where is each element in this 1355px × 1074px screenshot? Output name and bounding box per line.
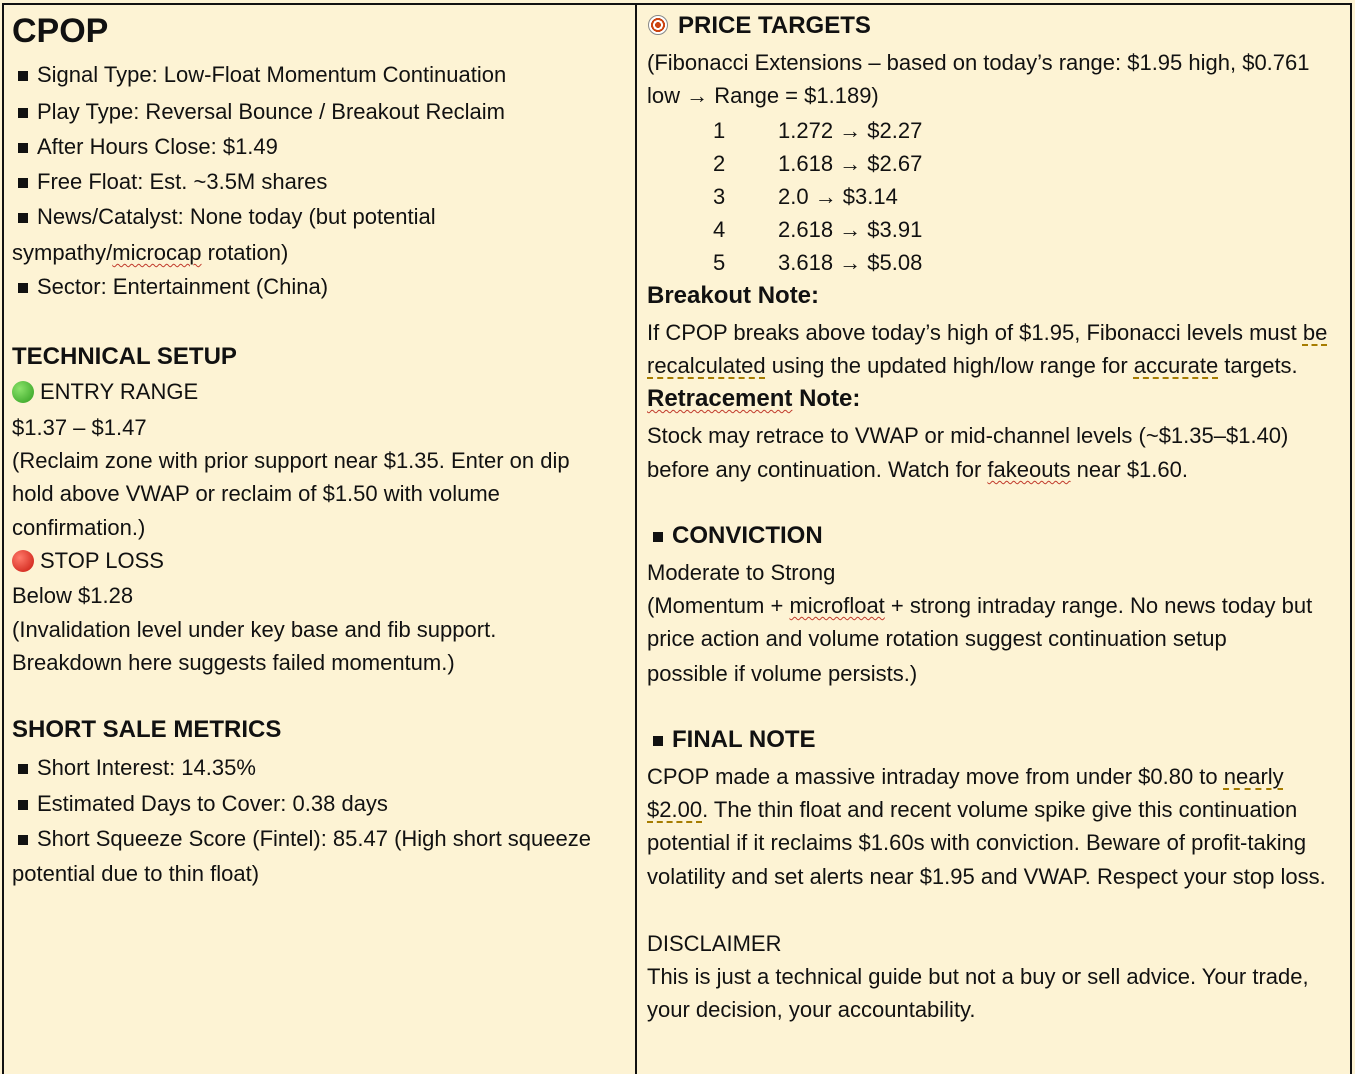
conviction-note-line: price action and volume rotation suggest continuation setup [647,626,1227,651]
bullet-square-icon [18,800,28,810]
bullet-square-icon [18,71,28,81]
entry-note-line: confirmation.) [12,515,146,540]
disclaimer-line: This is just a technical guide but not a buy or sell advice. Your trade, [647,964,1309,989]
bullet-square-icon [18,835,28,845]
red-circle-icon [12,550,34,572]
column-divider [635,3,637,1074]
bullet-square-icon [18,764,28,774]
bullet-sector: Sector: Entertainment (China) [18,276,328,298]
bullet-short-interest: Short Interest: 14.35% [18,757,256,779]
price-targets-heading: PRICE TARGETS [648,14,871,38]
conviction-note-line: (Momentum + microfloat + strong intraday range. No news today but [647,593,1313,618]
bullet-square-icon [18,108,28,118]
retracement-note-line: Stock may retrace to VWAP or mid-channel levels (~$1.35–$1.40) [647,423,1289,448]
bullet-after-hours: After Hours Close: $1.49 [18,136,278,158]
entry-note-line: (Reclaim zone with prior support near $1.35. Enter on dip [12,448,570,473]
stop-loss-value: Below $1.28 [12,583,134,608]
green-circle-icon [12,381,34,403]
entry-range-label: ENTRY RANGE [12,381,198,403]
bullet-play-type: Play Type: Reversal Bounce / Breakout Reclaim [18,101,505,123]
breakout-note-line: If CPOP breaks above today’s high of $1.95, Fibonacci levels must be [647,320,1328,345]
entry-note-line: hold above VWAP or reclaim of $1.50 with volume [12,481,500,506]
entry-range-value: $1.37 – $1.47 [12,415,147,440]
bullet-squeeze-score: Short Squeeze Score (Fintel): 85.47 (High short squeeze [18,828,591,850]
targets-intro-line: (Fibonacci Extensions – based on today’s range: $1.95 high, $0.761 [647,50,1310,75]
target-number: 2 [713,151,726,176]
retracement-note-line: before any continuation. Watch for fakeouts near $1.60. [647,457,1188,482]
disclaimer-heading: DISCLAIMER [647,931,782,956]
conviction-value: Moderate to Strong [647,560,836,585]
conviction-heading: CONVICTION [653,524,823,548]
bullet-free-float: Free Float: Est. ~3.5M shares [18,171,327,193]
target-number: 3 [713,184,726,209]
stop-note-line: (Invalidation level under key base and fib support. [12,617,497,642]
short-sale-heading: SHORT SALE METRICS [12,716,282,743]
retracement-note-heading: Retracement Note: [647,385,861,412]
news-continuation: sympathy/microcap rotation) [12,240,289,265]
bullet-days-to-cover: Estimated Days to Cover: 0.38 days [18,793,388,815]
bullet-square-icon [18,178,28,188]
bullet-square-icon [18,213,28,223]
target-value: 2.618 → $3.91 [778,217,923,242]
final-note-line: $2.00. The thin float and recent volume spike give this continuation [647,797,1298,822]
final-note-heading: FINAL NOTE [653,728,816,752]
stop-loss-label: STOP LOSS [12,550,164,572]
final-note-line: potential if it reclaims $1.60s with conviction. Beware of profit-taking [647,830,1307,855]
bullet-signal-type: Signal Type: Low-Float Momentum Continuation [18,64,506,86]
stop-note-line: Breakdown here suggests failed momentum.) [12,650,455,675]
final-note-line: CPOP made a massive intraday move from under $0.80 to nearly [647,764,1284,789]
bullet-square-icon [653,736,663,746]
squeeze-continuation: potential due to thin float) [12,861,260,886]
conviction-note-line: possible if volume persists.) [647,661,918,686]
ticker-title: CPOP [12,12,109,50]
targets-intro-line: low → Range = $1.189) [647,83,879,108]
technical-setup-heading: TECHNICAL SETUP [12,343,237,370]
bullet-news-catalyst: News/Catalyst: None today (but potential [18,206,436,228]
breakout-note-line: recalculated using the updated high/low range for accurate targets. [647,353,1298,378]
bullet-square-icon [18,283,28,293]
bullet-square-icon [653,532,663,542]
breakout-note-heading: Breakout Note: [647,282,820,309]
target-number: 5 [713,250,726,275]
bullet-square-icon [18,143,28,153]
target-value: 1.272 → $2.27 [778,118,923,143]
target-number: 4 [713,217,726,242]
disclaimer-line: your decision, your accountability. [647,997,976,1022]
target-number: 1 [713,118,726,143]
target-icon [648,15,668,35]
target-value: 3.618 → $5.08 [778,250,923,275]
target-value: 1.618 → $2.67 [778,151,923,176]
final-note-line: volatility and set alerts near $1.95 and VWAP. Respect your stop loss. [647,864,1326,889]
target-value: 2.0 → $3.14 [778,184,898,209]
